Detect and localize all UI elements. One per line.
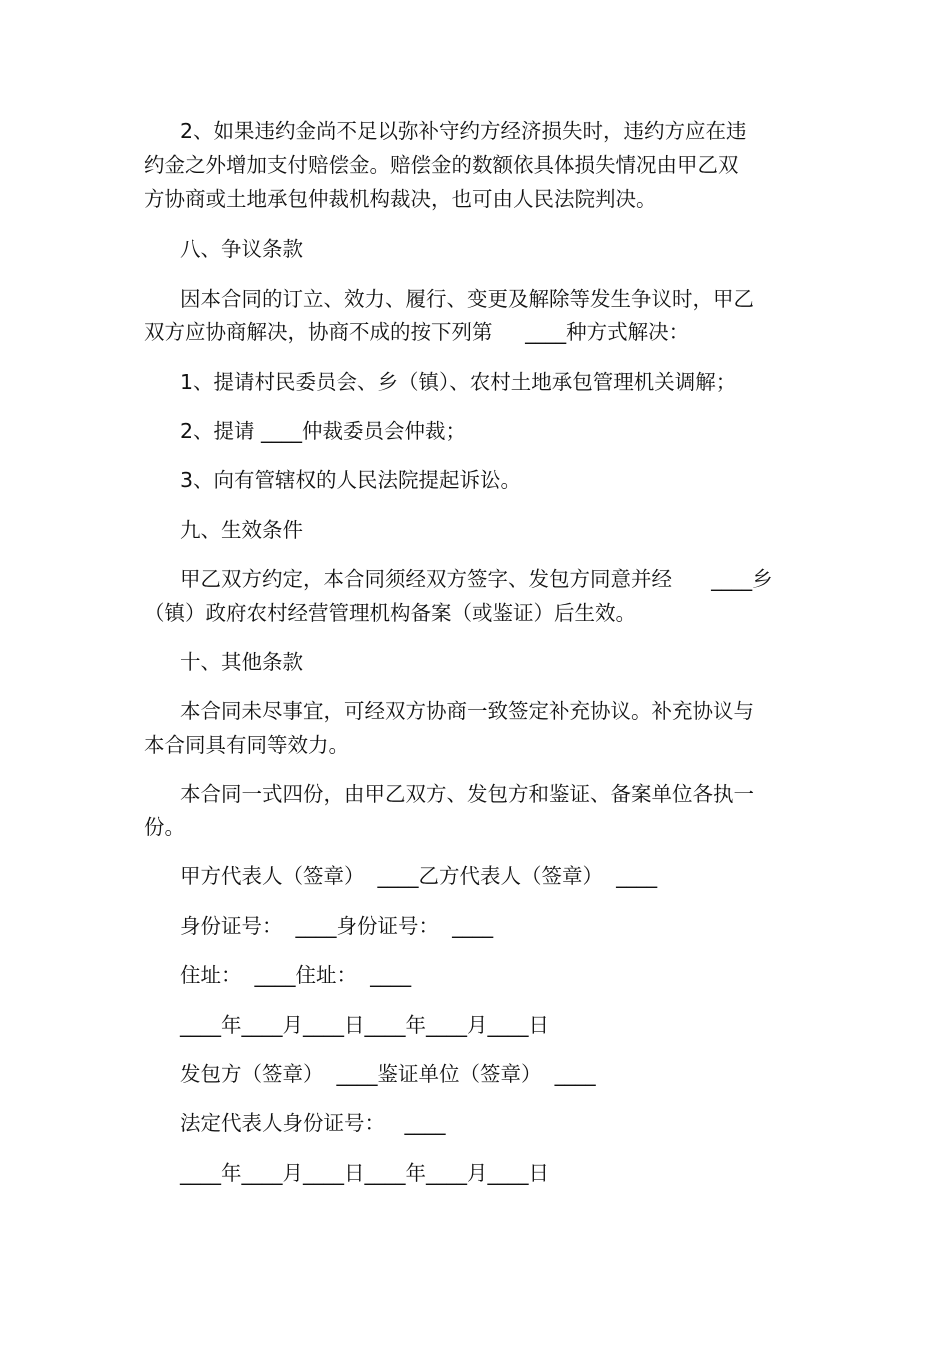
other-1-line-2: 本合同具有同等效力。	[144, 733, 349, 757]
other-2-line-1: 本合同一式四份，由甲乙双方、发包方和鉴证、备案单位各执一	[180, 782, 754, 806]
signature-legal-rep-id: 法定代表人身份证号： ____	[180, 1111, 446, 1135]
heading-dispute: 八、争议条款	[180, 237, 303, 261]
signature-dates-2: ____年____月____日____年____月____日	[180, 1161, 549, 1185]
dispute-line-2: 双方应协商解决，协商不成的按下列第 ____种方式解决：	[144, 320, 690, 344]
other-1-line-1: 本合同未尽事宜，可经双方协商一致签定补充协议。补充协议与	[180, 699, 754, 723]
dispute-line-1: 因本合同的订立、效力、履行、变更及解除等发生争议时，甲乙	[180, 287, 754, 311]
option-2: 2、提请 ____仲裁委员会仲裁；	[180, 419, 467, 443]
signature-addresses: 住址： ____住址： ____	[180, 963, 412, 987]
effect-line-2: （镇）政府农村经营管理机构备案（或鉴证）后生效。	[144, 601, 636, 625]
option-3: 3、向有管辖权的人民法院提起诉讼。	[180, 468, 522, 492]
signature-id-numbers: 身份证号： ____身份证号： ____	[180, 914, 494, 938]
clause-2-line-1: 2、如果违约金尚不足以弥补守约方经济损失时，违约方应在违	[180, 119, 747, 143]
clause-2-line-2: 约金之外增加支付赔偿金。赔偿金的数额依具体损失情况由甲乙双	[144, 153, 739, 177]
heading-other: 十、其他条款	[180, 650, 303, 674]
signature-issuer-verifier: 发包方（签章） ____鉴证单位（签章） ____	[180, 1062, 596, 1086]
effect-line-1: 甲乙双方约定，本合同须经双方签字、发包方同意并经 ____乡	[180, 567, 773, 591]
option-1: 1、提请村民委员会、乡（镇）、农村土地承包管理机关调解；	[180, 370, 737, 394]
clause-2-line-3: 方协商或土地承包仲裁机构裁决，也可由人民法院判决。	[144, 187, 657, 211]
signature-representatives: 甲方代表人（签章） ____乙方代表人（签章） ____	[180, 864, 658, 888]
heading-effect: 九、生效条件	[180, 518, 303, 542]
signature-dates-1: ____年____月____日____年____月____日	[180, 1013, 549, 1037]
other-2-line-2: 份。	[144, 815, 185, 839]
